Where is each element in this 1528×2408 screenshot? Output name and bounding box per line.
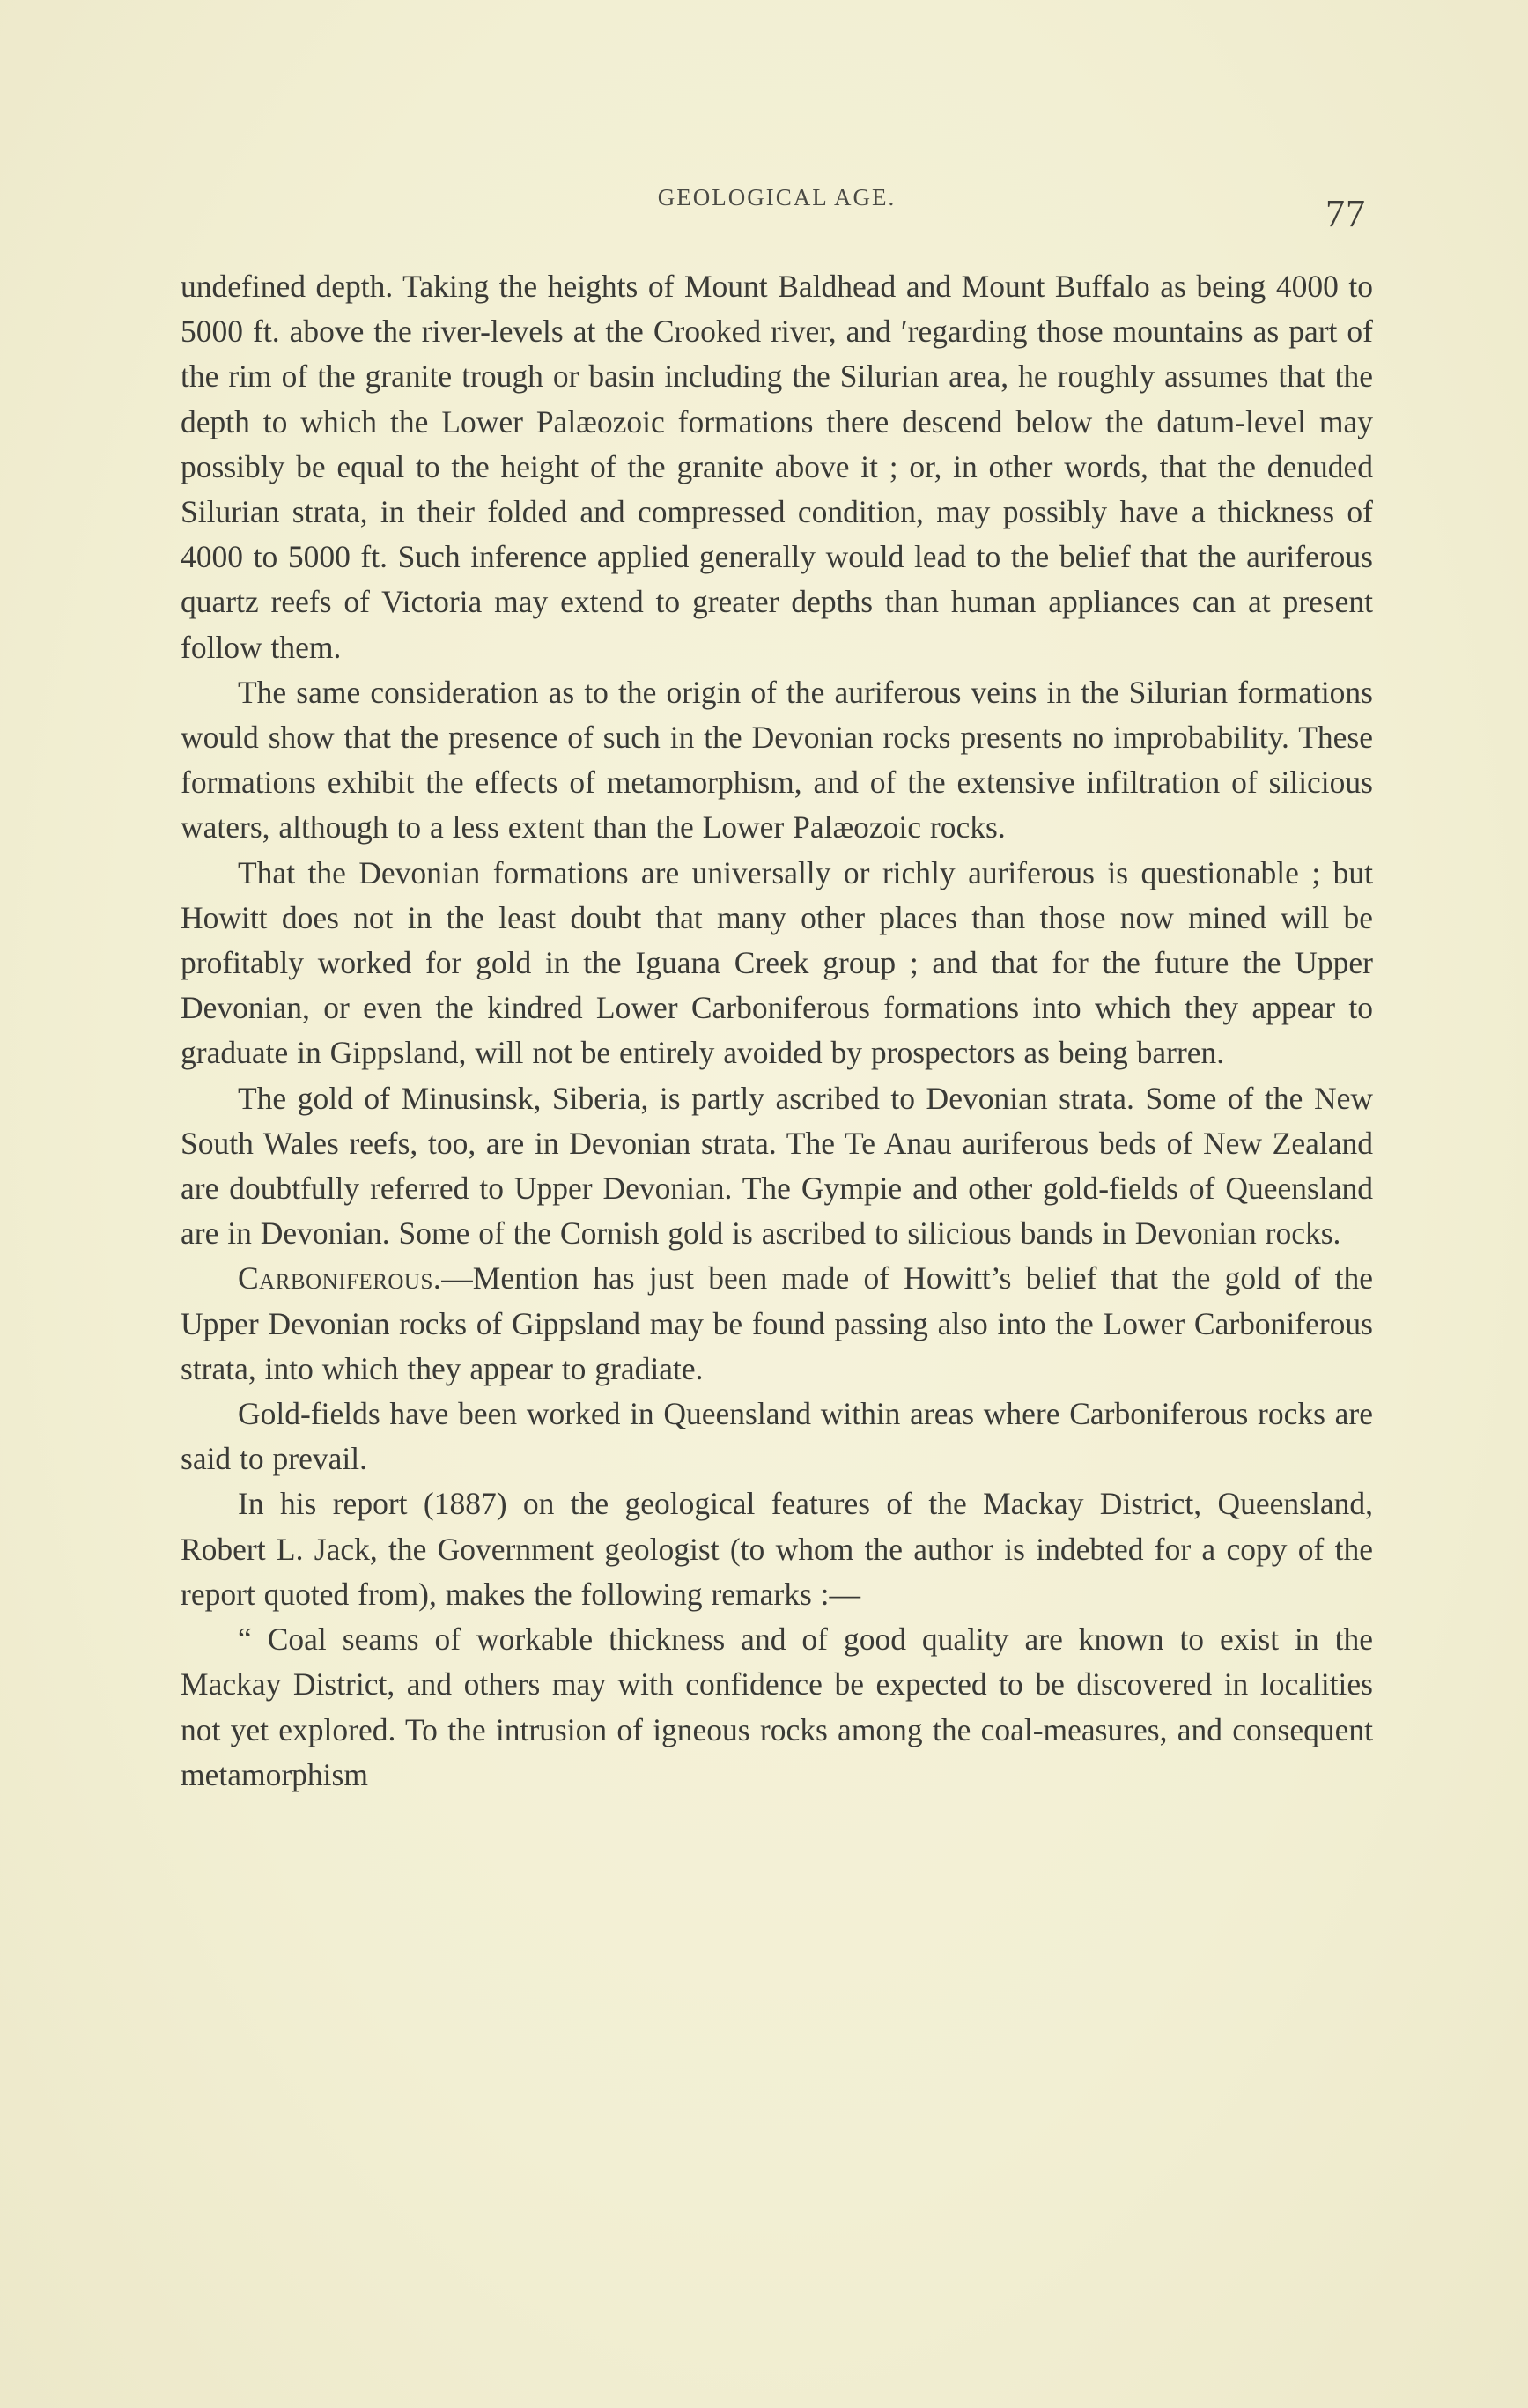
paragraph-text: In his report (1887) on the geological features of the Mackay District, Queensland, Robert L. Jack, the Government geologist (to whom the author is indebted for a copy of the report quoted from), makes the following remarks :— [181,1486,1373,1612]
paragraph-text: That the Devonian formations are universally or richly auriferous is questionable ; but Howitt does not in the least doubt that many other places than those now mined will be profitably worked for gold in the Iguana Creek group ; and that for the future the Upper Devonian, or even the kindred Lower Carboniferous formations into which they appear to graduate in Gippsland, will not be entirely avoided by prospectors as being barren. [181,854,1373,1071]
paragraph-text: The gold of Minusinsk, Siberia, is partly ascribed to Devonian strata. Some of the New South Wales reefs, too, are in Devonian strata. The Te Anau auriferous beds of New Zealand are doubtfully referred to Upper Devonian. The Gympie and other gold-fields of Queensland are in Devonian. Some of the Cornish gold is ascribed to silicious bands in Devonian rocks. [181,1080,1373,1252]
paragraph-text: Gold-fields have been worked in Queensland within areas where Carboniferous rocks are said to prevail. [181,1396,1373,1477]
paragraph-carboniferous [181,1256,1373,1392]
running-title: GEOLOGICAL AGE. [657,184,897,211]
paragraph-quotation-coal-seams [181,1617,1373,1798]
paragraph-jack-report [181,1481,1373,1617]
paragraph-minusinsk [181,1076,1373,1257]
running-head [181,181,1373,264]
page-number: 77 [1325,192,1366,235]
paragraph-same-consideration [181,670,1373,851]
book-page [181,181,1373,1798]
section-lead-heading: Carboniferous. [238,1260,442,1296]
paragraph-text: undefined depth. Taking the heights of Mount Baldhead and Mount Buffalo as being 4000 to 5000 ft. above the river-levels at the Crooked river, and ′regarding those mountains as part of the rim of the granite trough or basin including the Silurian area, he roughly assumes that the depth to which the Lower Palæozoic formations there descend below the datum-level may possibly be equal to the height of the granite above it ; or, in other words, that the denuded Silurian strata, in their folded and compressed condition, may possibly have a thickness of 4000 to 5000 ft. Such inference applied generally would lead to the belief that the auriferous quartz reefs of Victoria may extend to greater depths than human appliances can at present follow them. [181,269,1373,665]
paragraph-text: The same consideration as to the origin of the auriferous veins in the Silurian formations would show that the presence of such in the Devonian rocks presents no improbability. These formations exhibit the effects of metamorphism, and of the extensive infiltration of silicious waters, although to a less extent than the Lower Palæozoic rocks. [181,674,1373,846]
paragraph-continued-depth [181,264,1373,670]
body-text [181,264,1373,1798]
paragraph-text: —Mention has just been made of Howitt’s belief that the gold of the Upper Devonian rocks of Gippsland may be found passing also into the Lower Carboniferous strata, into which they appear to gradiate. [181,1260,1373,1386]
paragraph-text: “ Coal seams of workable thickness and of good quality are known to exist in the Mackay District, and others may with confidence be expected to be discovered in localities not yet explored. To the intrusion of igneous rocks among the coal-measures, and consequent metamorphism [181,1621,1373,1792]
paragraph-gold-fields-queensland [181,1392,1373,1481]
paragraph-devonian-auriferous [181,851,1373,1076]
